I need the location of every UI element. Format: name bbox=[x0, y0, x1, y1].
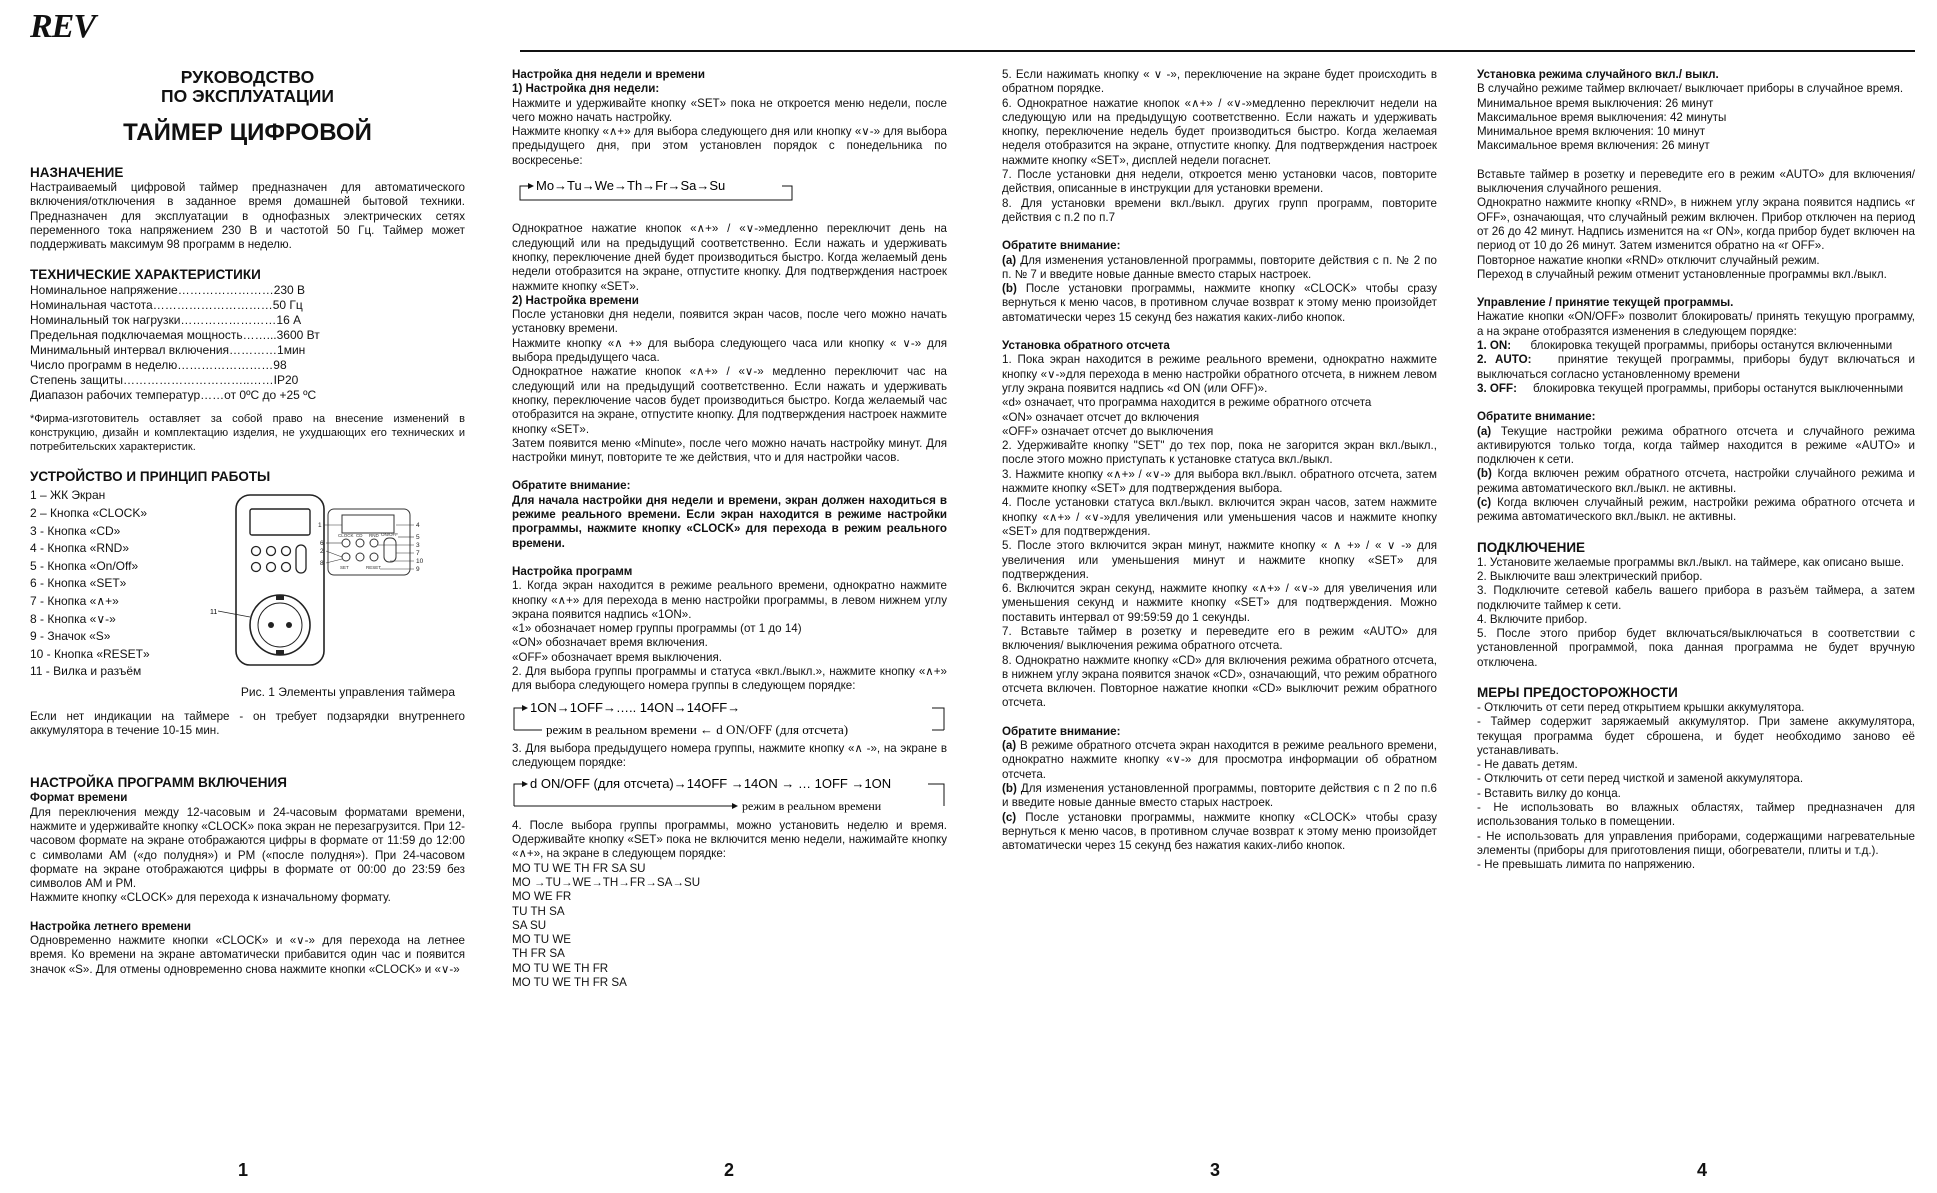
purpose-heading: НАЗНАЧЕНИЕ bbox=[30, 165, 124, 180]
summer-text: Одновременно нажмите кнопки «CLOCK» и «∨-» для перехода на летнее время. Ко времени на экране автоматически прибавится один час и появится значок «S». Для отмены одновременно снова нажмите кнопки «CLOCK» и «∨-» bbox=[30, 934, 465, 976]
device-part: 7 - Кнопка «∧+» bbox=[30, 594, 119, 609]
program-reverse-diagram bbox=[512, 770, 947, 814]
paragraph: 3. Для выбора предыдущего номера группы, нажмите кнопку «∧ -», на экране в следующем порядке: bbox=[512, 741, 947, 770]
week-combo: TU TH SA bbox=[512, 904, 565, 918]
manage-heading: Управление / принятие текущей программы. bbox=[1477, 296, 1734, 310]
paragraph: «OFF» означает отсчет до выключения bbox=[1002, 424, 1214, 438]
connect-step: 4. Включите прибор. bbox=[1477, 612, 1588, 626]
mode-text: блокировка текущей программы, приборы останутся включенными bbox=[1530, 339, 1893, 353]
note-a bbox=[1477, 425, 1915, 468]
device-heading: УСТРОЙСТВО И ПРИНЦИП РАБОТЫ bbox=[30, 469, 271, 485]
device-part: 6 - Кнопка «SET» bbox=[30, 576, 127, 591]
summer-heading: Настройка летнего времени bbox=[30, 919, 191, 933]
note-label: (a) bbox=[1002, 253, 1017, 267]
spec-item: Номинальное напряжение……………………230 В bbox=[30, 283, 306, 298]
day-time-heading: Настройка дня недели и времени bbox=[512, 68, 706, 81]
note-c bbox=[1477, 496, 1915, 525]
week-combo: SA SU bbox=[512, 918, 547, 932]
device-part: 4 - Кнопка «RND» bbox=[30, 541, 129, 556]
safety-item: - Не давать детям. bbox=[1477, 758, 1578, 772]
connect-heading: ПОДКЛЮЧЕНИЕ bbox=[1477, 539, 1586, 555]
figure-caption: Рис. 1 Элементы управления таймера bbox=[240, 685, 455, 700]
safety-item: - Не превышать лимита по напряжению. bbox=[1477, 858, 1696, 872]
paragraph: Максимальное время выключения: 42 минуты bbox=[1477, 110, 1727, 124]
page-2 bbox=[512, 68, 947, 990]
note-text: Для изменения установленной программы, повторите действия с п. № 2 по п. № 7 и введите новые данные вместо старых настроек. bbox=[1002, 253, 1437, 281]
paragraph: 5. Если нажимать кнопку « ∨ -», переключение на экране будет происходить в обратном порядке. bbox=[1002, 68, 1437, 96]
random-heading: Установка режима случайного вкл./ выкл. bbox=[1477, 68, 1719, 81]
device-part: 8 - Кнопка «∨-» bbox=[30, 611, 116, 626]
label-rnd: RND bbox=[369, 533, 379, 539]
paragraph: «OFF» обозначает время выключения. bbox=[512, 650, 722, 664]
device-part: 3 - Кнопка «CD» bbox=[30, 523, 121, 538]
paragraph: Однократно нажмите кнопку «RND», в нижнем углу экрана появится надпись «r OFF», означающая, что случайный режим включен. Прибор отключен на период от 26 до 42 минут. Надпись изменится на «r ON», когда прибор будет включен на период от 10 до 26 минут. Затем изменится обратно на «r OFF». bbox=[1477, 196, 1915, 253]
page-4 bbox=[1477, 68, 1915, 873]
paragraph: 7. После установки дня недели, откроется меню установки часов, повторите действия, описанные в инструкции для установки времени. bbox=[1002, 168, 1437, 196]
safety-item: - Не использовать во влажных областях, таймер предназначен для использования только в помещении. bbox=[1477, 801, 1915, 829]
paragraph: Однократное нажатие кнопок «∧+» / «∨-»медленно переключит день на следующий или на предыдущий соответственно. Если нажать и удерживать кнопку, переключение дней будет производиться быстро. Когда желаемый день недели отобразится на экране, отпустите кнопку. Для подтверждения настроек нажмите кнопку «SET». bbox=[512, 222, 947, 293]
spec-item: Диапазон рабочих температур……от 0ºС до +25 ºС bbox=[30, 388, 317, 403]
program-setup-heading: Настройка программ bbox=[512, 564, 633, 578]
spec-item: Номинальный ток нагрузки……………………16 А bbox=[30, 313, 302, 328]
week-sequence bbox=[512, 174, 947, 212]
sequence-text: режим в реальном времени ← d ON/OFF (для отсчета) bbox=[546, 721, 849, 737]
note-label: (b) bbox=[1477, 467, 1492, 481]
note-a bbox=[1002, 739, 1437, 782]
time-format-text: Для переключения между 12-часовым и 24-часовым форматами времени, нажмите и удерживайте кнопку «CLOCK» пока экран не перезагрузится. При 12-часовом формате на экране отображаются цифры в формате от 11:59 до 12:00 с символами AM («до полудня») и PM («после полудня»). При 24-часовом формате на экране отображаются цифры в формате от 00:00 до 23:59 без символов AM и PM. bbox=[30, 805, 465, 891]
paragraph: 4. После выбора группы программы, можно установить неделю и время. Одерживайте кнопку «SET» пока не включится меню недели, нажимайте кнопку «∧+», на экране в следующем порядке: bbox=[512, 818, 947, 861]
weekday-subheading: 1) Настройка дня недели: bbox=[512, 82, 660, 96]
connect-step: 3. Подключите сетевой кабель вашего прибора в разъём таймера, а затем подключите таймер к сети. bbox=[1477, 584, 1915, 612]
paragraph: «ON» означает отсчет до включения bbox=[1002, 410, 1200, 424]
callout-number: 6 bbox=[320, 540, 324, 548]
paragraph: Нажмите кнопку «∧+» для выбора следующего дня или кнопку «∨-» для выбора предыдущего дня, при этом установлен порядок с понедельника по воскресенье: bbox=[512, 125, 947, 167]
page-number: 4 bbox=[1697, 1160, 1708, 1180]
paragraph: 8. Для установки времени вкл./выкл. других групп программ, повторите действия с п.2 по п.7 bbox=[1002, 196, 1437, 224]
note-b bbox=[1477, 467, 1915, 496]
sequence-text: режим в реальном времени bbox=[742, 799, 882, 814]
lcd-screen-icon bbox=[250, 509, 310, 535]
sequence-text: 1ON→1OFF→….. 14ON→14OFF→ bbox=[530, 699, 741, 715]
device-part: 5 - Кнопка «On/Off» bbox=[30, 558, 139, 573]
paragraph: Повторное нажатие кнопки «RND» отключит случайный режим. bbox=[1477, 253, 1820, 267]
device-part: 2 – Кнопка «CLOCK» bbox=[30, 506, 148, 521]
note-label: (a) bbox=[1477, 424, 1492, 438]
week-combo: MO TU WE bbox=[512, 933, 572, 947]
program-sequence-1 bbox=[512, 694, 947, 742]
time-subheading: 2) Настройка времени bbox=[512, 293, 639, 307]
program-cycle-diagram bbox=[512, 694, 947, 738]
spec-item: Степень защиты…………………………..……IP20 bbox=[30, 373, 299, 388]
spec-item: Предельная подключаемая мощность……...3600 Вт bbox=[30, 328, 320, 343]
callout-number: 4 bbox=[416, 522, 420, 530]
specs-heading: ТЕХНИЧЕСКИЕ ХАРАКТЕРИСТИКИ bbox=[30, 267, 261, 283]
attention-heading: Обратите внимание: bbox=[1002, 239, 1121, 253]
program-sequence-2 bbox=[512, 770, 947, 818]
week-combo: MO TU WE TH FR SA SU bbox=[512, 861, 646, 875]
week-sequence-text: Mo→Tu→We→Th→Fr→Sa→Su bbox=[536, 178, 726, 194]
socket-icon bbox=[250, 595, 310, 655]
paragraph: 1. Когда экран находится в режиме реального времени, однократно нажмите кнопку «∧+» для перехода в меню настройки программы, в левом нижнем углу экрана появится надпись «1ON». bbox=[512, 579, 947, 621]
paragraph: 3. Нажмите кнопку «∧+» / «∨-» для выбора вкл./выкл. обратного отсчета, затем нажмите кнопку «SET» для подтверждения выбора. bbox=[1002, 467, 1437, 496]
connect-step: 2. Выключите ваш электрический прибор. bbox=[1477, 569, 1703, 583]
device-part: 11 - Вилка и разъём bbox=[30, 664, 142, 679]
label-clock: CLOCK bbox=[338, 533, 354, 539]
week-combo: MO TU WE TH FR bbox=[512, 961, 609, 975]
paragraph: 2. Удерживайте кнопку "SET" до тех пор, пока не загорится экран вкл./выкл., после этого можно приступать к установке статуса вкл./выкл. bbox=[1002, 439, 1437, 467]
callout-number: 7 bbox=[416, 550, 420, 558]
timer-illustration bbox=[180, 487, 465, 683]
paragraph: Минимальное время выключения: 26 минут bbox=[1477, 96, 1714, 110]
paragraph: Переход в случайный режим отменит установленные программы вкл./выкл. bbox=[1477, 267, 1887, 281]
callout-number: 5 bbox=[416, 534, 420, 542]
page-number: 2 bbox=[724, 1160, 735, 1180]
paragraph: «1» обозначает номер группы программы (от 1 до 14) bbox=[512, 622, 802, 636]
connect-step: 5. После этого прибор будет включаться/выключаться в соответствии с установленной программой, пока данная программа не будет вручную отключена. bbox=[1477, 627, 1915, 669]
spec-item: Минимальный интервал включения…………1мин bbox=[30, 343, 306, 358]
note-label: (a) bbox=[1002, 739, 1017, 753]
paragraph: Нажатие кнопки «ON/OFF» позволит блокировать/ принять текущую программу, а на экране отобразятся изменения в следующем порядке: bbox=[1477, 310, 1915, 338]
paragraph: 4. После установки статуса вкл./выкл. включится экран часов, затем нажмите кнопку «∧+» / «∨-»для увеличения или уменьшения часов и нажмите кнопку «SET» для подтверждения. bbox=[1002, 496, 1437, 538]
paragraph: После установки дня недели, появится экран часов, после чего можно начать установку времени. bbox=[512, 308, 947, 336]
callout-number: 10 bbox=[416, 558, 424, 566]
mode-off bbox=[1477, 382, 1915, 396]
mode-on bbox=[1477, 339, 1915, 353]
week-combo: MO WE FR bbox=[512, 890, 572, 904]
specs-note: *Фирма-изготовитель оставляет за собой право на внесение изменений в конструкцию, дизайн и комплектацию изделия, не ухудшающих его технических и потребительских характеристик. bbox=[30, 413, 465, 454]
purpose-text: Настраиваемый цифровой таймер предназначен для автоматического включения/отключения в заданное время домашней бытовой техники. Предназначен для эксплуатации в однофазных электрических сетях переменного тока напряжением 230 В и частотой 50 Гц. Таймер может поддерживать максимум 98 программ в неделю. bbox=[30, 181, 465, 252]
week-combo: MO →TU→WE→TH→FR→SA→SU bbox=[512, 875, 701, 889]
paragraph: «ON» обозначает время включения. bbox=[512, 636, 708, 650]
device-part: 9 - Значок «S» bbox=[30, 629, 111, 644]
attention-text: Для начала настройки дня недели и времени, экран должен находиться в режиме реального времени. Если экран находится в режиме настройки программы, нажмите кнопку «CLOCK» для перехода в режим реального времени. bbox=[512, 493, 947, 550]
note-label: (b) bbox=[1002, 282, 1017, 296]
note-label: (c) bbox=[1002, 810, 1017, 824]
page-number: 1 bbox=[238, 1160, 249, 1180]
callout-number: 1 bbox=[318, 522, 322, 530]
safety-heading: МЕРЫ ПРЕДОСТОРОЖНОСТИ bbox=[1477, 684, 1678, 700]
paragraph: Нажмите и удерживайте кнопку «SET» пока не откроется меню недели, после чего можно начать настройку. bbox=[512, 96, 947, 124]
paragraph: 8. Однократно нажмите кнопку «CD» для включения режима обратного отсчета, в нижнем углу экрана появится значок «CD», означающий, что режим обратного отсчета включен. Повторное нажатие кнопки «CD» выключит режим обратного отсчета. bbox=[1002, 653, 1437, 710]
label-set: SET bbox=[340, 565, 349, 571]
page-1 bbox=[30, 68, 465, 977]
spec-item: Номинальная частота…………………………50 Гц bbox=[30, 298, 303, 313]
device-figure bbox=[30, 487, 465, 683]
note-text: Текущие настройки режима обратного отсчета и случайного режима активируются только тогда, когда таймер находится в режиме «AUTO» и подключен к сети. bbox=[1477, 424, 1915, 467]
paragraph: В случайно режиме таймер включает/ выключает приборы в случайное время. bbox=[1477, 82, 1904, 96]
program-heading: НАСТРОЙКА ПРОГРАММ ВКЛЮЧЕНИЯ bbox=[30, 775, 287, 791]
paragraph: Максимальное время включения: 26 минут bbox=[1477, 139, 1710, 153]
page-3 bbox=[1002, 68, 1437, 853]
attention-heading: Обратите внимание: bbox=[512, 479, 631, 493]
mode-auto bbox=[1477, 353, 1915, 382]
paragraph: «d» означает, что программа находится в режиме обратного отсчета bbox=[1002, 396, 1372, 410]
week-cycle-diagram bbox=[512, 174, 802, 208]
callout-number: 9 bbox=[416, 566, 420, 574]
paragraph: Однократное нажатие кнопок «∧+» / «∨-» медленно переключит час на следующий или на предыдущий соответственно. Если нажать и удерживать кнопку, переключение часов будет производиться быстро. Когда желаемый час отобразится на экране, отпустите кнопку. Для подтверждения настроек нажмите кнопку «SET». bbox=[512, 365, 947, 436]
safety-item: - Отключить от сети перед чисткой и заменой аккумулятора. bbox=[1477, 772, 1804, 786]
paragraph: 6. Включится экран секунд, нажмите кнопку «∧+» / «∨-» для увеличения или уменьшения секунд и нажмите кнопку «SET» для подтверждения. Можно поставить интервал от 99:59:59 до 1 секунды. bbox=[1002, 582, 1437, 624]
paragraph: 1. Пока экран находится в режиме реального времени, однократно нажмите кнопку «∨-»для перехода в меню настройки обратного отсчета, в нижнем левом углу экрана появится надпись «d ON (или OFF)». bbox=[1002, 353, 1437, 395]
lcd-detail-icon bbox=[342, 515, 394, 533]
note-b bbox=[1002, 282, 1437, 325]
note-label: (b) bbox=[1002, 781, 1017, 795]
callout-number: 2 bbox=[320, 548, 324, 556]
page-number: 3 bbox=[1210, 1160, 1221, 1180]
note-text: Когда включен режим обратного отсчета, настройки случайного режима и режима автоматического вкл./выкл. не активны. bbox=[1477, 467, 1915, 495]
callout-number: 8 bbox=[320, 560, 324, 568]
note-text: Для изменения установленной программы, повторите действия с п 2 по п.6 и введите новые данные вместо старых настроек. bbox=[1002, 781, 1437, 810]
header-rule bbox=[520, 50, 1915, 52]
paragraph: 6. Однократное нажатие кнопок «∧+» / «∨-»медленно переключит недели на следующую или на предыдущую соответственно. Если нажать и удерживать кнопку, переключение недель будет производиться быстро. Когда желаемая неделя отобразится на экране, отпустите кнопку. Для подтверждения настроек нажмите кнопку «SET», дисплей недели погаснет. bbox=[1002, 96, 1437, 167]
note-label: (c) bbox=[1477, 496, 1492, 510]
battery-text: Если нет индикации на таймере - он требует подзарядки внутреннего аккумулятора в течение 10-15 мин. bbox=[30, 709, 465, 738]
week-combo: MO TU WE TH FR SA bbox=[512, 976, 627, 990]
week-combo-list bbox=[512, 862, 947, 991]
note-text: После установки программы, нажмите кнопку «CLOCK» чтобы сразу вернуться к меню часов, в противном случае возврат к этому меню произойдет автоматически через 15 секунд без нажатия каких-либо кнопок. bbox=[1002, 282, 1437, 324]
note-a bbox=[1002, 254, 1437, 283]
device-parts-list bbox=[30, 487, 150, 681]
countdown-heading: Установка обратного отсчета bbox=[1002, 339, 1170, 353]
device-part: 10 - Кнопка «RESET» bbox=[30, 646, 150, 661]
note-text: В режиме обратного отсчета экран находится в режиме реального времени, однократно нажмите кнопку «∨-» для просмотра информации об обратном отсчета. bbox=[1002, 739, 1437, 781]
connect-step: 1. Установите желаемые программы вкл./выкл. на таймере, как описано выше. bbox=[1477, 555, 1904, 569]
attention-heading: Обратите внимание: bbox=[1477, 410, 1596, 424]
label-reset: RESET bbox=[366, 565, 382, 571]
paragraph: 5. После этого включится экран минут, нажмите кнопку « ∧ +» / « ∨ -» для увеличения или уменьшения минут и нажмите кнопку «SET» для подтверждения. bbox=[1002, 539, 1437, 581]
time-format-heading: Формат времени bbox=[30, 791, 128, 805]
note-text: После установки программы, нажмите кнопку «CLOCK» чтобы сразу вернуться к меню часов, в противном случае возврат к этому меню произойдет автоматически через 15 секунд без нажатия каких-либо кнопок. bbox=[1002, 810, 1437, 853]
mode-text: принятие текущей программы, приборы будут включаться и выключаться согласно установленному времени bbox=[1477, 353, 1915, 381]
paragraph: Нажмите кнопку «∧ +» для выбора следующего часа или кнопку « ∨-» для выбора предыдущего часа. bbox=[512, 336, 947, 365]
paragraph: 2. Для выбора группы программы и статуса «вкл./выкл.», нажмите кнопку «∧+» для выбора следующего номера группы в следующем порядке: bbox=[512, 664, 947, 693]
label-onoff: ON/OFF bbox=[381, 532, 398, 538]
safety-item: - Не использовать для управления приборами, содержащими нагревательные элементы (приборы для приготовления пищи, обогреватели, плиты и т.д.). bbox=[1477, 829, 1915, 857]
time-format-text2: Нажмите кнопку «CLOCK» для перехода к изначальному формату. bbox=[30, 891, 391, 905]
mode-label: 3. OFF: bbox=[1477, 381, 1517, 395]
paragraph: Минимальное время включения: 10 минут bbox=[1477, 125, 1706, 139]
callout-number: 11 bbox=[210, 609, 218, 617]
manual-title-line2: ПО ЭКСПЛУАТАЦИИ bbox=[161, 86, 334, 106]
mode-label: 2. AUTO: bbox=[1477, 353, 1532, 367]
spec-item: Число программ в неделю……………………98 bbox=[30, 358, 287, 373]
device-part: 1 – ЖК Экран bbox=[30, 488, 106, 503]
paragraph: 7. Вставьте таймер в розетку и переведите его в режим «AUTO» для включения/ выключения режима обратного отсчета. bbox=[1002, 624, 1437, 653]
paragraph: Вставьте таймер в розетку и переведите его в режим «AUTO» для включения/ выключения случайного решения. bbox=[1477, 167, 1915, 196]
week-combo: TH FR SA bbox=[512, 947, 565, 961]
note-c bbox=[1002, 811, 1437, 854]
specs-list bbox=[30, 283, 465, 403]
safety-item: - Таймер содержит заряжаемый аккумулятор. При замене аккумулятора, текущая программа будет сброшена, и будет необходимо заново её устанавливать. bbox=[1477, 715, 1915, 757]
callout-number: 3 bbox=[416, 542, 420, 550]
mode-text: блокировка текущей программы, приборы останутся выключенными bbox=[1533, 381, 1904, 395]
sequence-text: d ON/OFF (для отсчета)→14OFF →14ON → … 1OFF →1ON bbox=[530, 776, 892, 792]
brand-logo: REV bbox=[30, 8, 96, 45]
safety-item: - Отключить от сети перед открытием крышки аккумулятора. bbox=[1477, 700, 1805, 714]
attention-heading: Обратите внимание: bbox=[1002, 724, 1121, 738]
note-b bbox=[1002, 782, 1437, 811]
paragraph: Затем появится меню «Minute», после чего можно начать настройку минут. Для настройки минут, повторите те же действия, что и для настройки часов. bbox=[512, 436, 947, 465]
note-text: Когда включен случайный режим, настройки режима обратного отсчета и режима автоматического вкл./выкл. не активны. bbox=[1477, 496, 1915, 524]
safety-item: - Вставить вилку до конца. bbox=[1477, 786, 1621, 800]
label-cd: CD bbox=[356, 533, 363, 539]
manual-title-line1: РУКОВОДСТВО bbox=[180, 67, 315, 87]
mode-label: 1. ON: bbox=[1477, 339, 1512, 353]
product-title: ТАЙМЕР ЦИФРОВОЙ bbox=[123, 119, 372, 146]
